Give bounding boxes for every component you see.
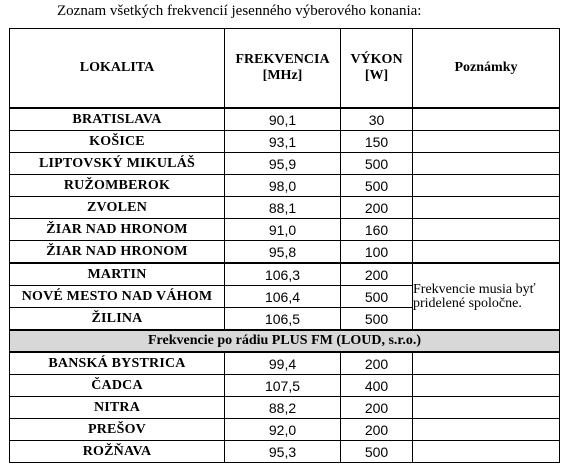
header-frekvencia bbox=[225, 29, 341, 109]
note-cell bbox=[413, 241, 560, 264]
frequency-cell: 92,0 bbox=[225, 419, 341, 441]
power-cell: 500 bbox=[341, 175, 413, 197]
frequency-cell: 106,4 bbox=[225, 286, 341, 308]
header-vykon bbox=[341, 29, 413, 109]
locality-cell: MARTIN bbox=[10, 263, 225, 286]
table-body bbox=[10, 108, 560, 463]
table-row bbox=[10, 219, 560, 241]
table-row bbox=[10, 263, 560, 286]
locality-cell: ROŽŇAVA bbox=[10, 441, 225, 463]
note-cell bbox=[413, 131, 560, 153]
table-row bbox=[10, 397, 560, 419]
locality-cell: ČADCA bbox=[10, 375, 225, 397]
note-cell bbox=[413, 419, 560, 441]
table-row bbox=[10, 197, 560, 219]
table-row bbox=[10, 352, 560, 375]
locality-cell: BRATISLAVA bbox=[10, 108, 225, 131]
note-cell bbox=[413, 441, 560, 463]
locality-cell: ŽILINA bbox=[10, 308, 225, 331]
locality-cell: ŽIAR NAD HRONOM bbox=[10, 241, 225, 264]
locality-cell: NITRA bbox=[10, 397, 225, 419]
frequency-cell: 93,1 bbox=[225, 131, 341, 153]
power-cell: 400 bbox=[341, 375, 413, 397]
table-row bbox=[10, 153, 560, 175]
note-cell bbox=[413, 375, 560, 397]
locality-cell: ŽIAR NAD HRONOM bbox=[10, 219, 225, 241]
section-title: Frekvencie po rádiu PLUS FM (LOUD, s.r.o.) bbox=[10, 330, 560, 352]
locality-cell: BANSKÁ BYSTRICA bbox=[10, 352, 225, 375]
header-frekvencia-label: FREKVENCIA bbox=[235, 51, 330, 67]
frequency-cell: 95,3 bbox=[225, 441, 341, 463]
power-cell: 150 bbox=[341, 131, 413, 153]
header-row bbox=[10, 29, 560, 109]
header-poznamky: Poznámky bbox=[413, 29, 560, 109]
frequency-cell: 95,9 bbox=[225, 153, 341, 175]
locality-cell: LIPTOVSKÝ MIKULÁŠ bbox=[10, 153, 225, 175]
table-row bbox=[10, 241, 560, 264]
note-cell bbox=[413, 197, 560, 219]
frequency-cell: 90,1 bbox=[225, 108, 341, 131]
locality-cell: PREŠOV bbox=[10, 419, 225, 441]
table-caption: Zoznam všetkých frekvencií jesenného výberového konania: bbox=[57, 3, 422, 19]
header-lokalita: LOKALITA bbox=[10, 29, 225, 109]
group-note-line-2: pridelené spoločne. bbox=[413, 295, 522, 311]
frequency-cell: 99,4 bbox=[225, 352, 341, 375]
table-row bbox=[10, 131, 560, 153]
locality-cell: KOŠICE bbox=[10, 131, 225, 153]
group-note-line-1: Frekvencie musia byť bbox=[413, 281, 536, 297]
power-cell: 200 bbox=[341, 352, 413, 375]
section-row bbox=[10, 330, 560, 352]
locality-cell: RUŽOMBEROK bbox=[10, 175, 225, 197]
locality-cell: ZVOLEN bbox=[10, 197, 225, 219]
power-cell: 160 bbox=[341, 219, 413, 241]
power-cell: 30 bbox=[341, 108, 413, 131]
table-row bbox=[10, 441, 560, 463]
table-row bbox=[10, 108, 560, 131]
header-vykon-unit: [W] bbox=[364, 68, 389, 83]
frequency-table bbox=[9, 28, 560, 463]
power-cell: 500 bbox=[341, 441, 413, 463]
table-row bbox=[10, 375, 560, 397]
power-cell: 200 bbox=[341, 197, 413, 219]
frequency-cell: 106,5 bbox=[225, 308, 341, 331]
header-vykon-label: VÝKON bbox=[350, 51, 403, 67]
power-cell: 500 bbox=[341, 286, 413, 308]
frequency-cell: 106,3 bbox=[225, 263, 341, 286]
table-row bbox=[10, 419, 560, 441]
frequency-cell: 95,8 bbox=[225, 241, 341, 264]
frequency-cell: 107,5 bbox=[225, 375, 341, 397]
power-cell: 100 bbox=[341, 241, 413, 264]
frequency-cell: 88,2 bbox=[225, 397, 341, 419]
note-cell bbox=[413, 175, 560, 197]
power-cell: 500 bbox=[341, 308, 413, 331]
power-cell: 500 bbox=[341, 153, 413, 175]
frequency-cell: 98,0 bbox=[225, 175, 341, 197]
frequency-cell: 88,1 bbox=[225, 197, 341, 219]
note-cell bbox=[413, 219, 560, 241]
frequency-cell: 91,0 bbox=[225, 219, 341, 241]
table-row bbox=[10, 175, 560, 197]
note-cell bbox=[413, 352, 560, 375]
locality-cell: NOVÉ MESTO NAD VÁHOM bbox=[10, 286, 225, 308]
power-cell: 200 bbox=[341, 263, 413, 286]
note-cell bbox=[413, 397, 560, 419]
note-cell bbox=[413, 108, 560, 131]
power-cell: 200 bbox=[341, 419, 413, 441]
header-frekvencia-unit: [MHz] bbox=[262, 68, 303, 83]
group-note-cell bbox=[413, 263, 560, 330]
note-cell bbox=[413, 153, 560, 175]
power-cell: 200 bbox=[341, 397, 413, 419]
